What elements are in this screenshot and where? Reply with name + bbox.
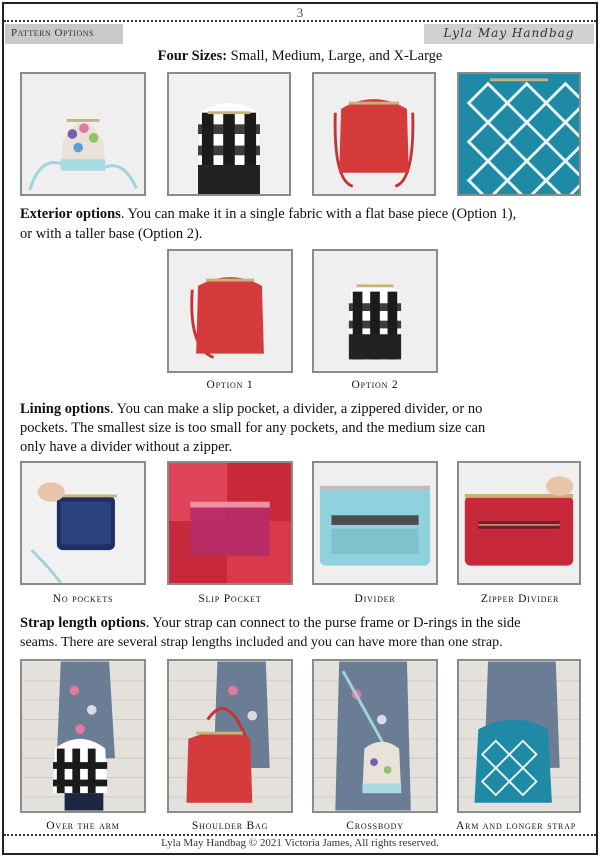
strap-heading: Strap length options — [20, 615, 146, 631]
sizes-line — [0, 47, 600, 66]
caption-divider: Divider — [354, 593, 396, 605]
photo-xlarge-bag — [457, 72, 581, 196]
sizes-text: Small, Medium, Large, and X-Large — [230, 48, 443, 64]
photo-option-2 — [312, 249, 438, 373]
caption-crossbody: Crossbody — [346, 820, 404, 832]
photo-medium-bag — [167, 72, 291, 196]
page-number: 3 — [296, 5, 304, 20]
lining-heading: Lining options — [20, 401, 110, 417]
sizes-heading: Four Sizes: — [157, 48, 228, 64]
lining-line-2: pockets. The smallest size is too small for any pockets, and the medium size can — [20, 420, 486, 436]
exterior-line-2: or with a taller base (Option 2). — [20, 226, 203, 242]
strap-text-1: . Your strap can connect to the purse frame or D-rings in the side — [145, 615, 521, 631]
strap-line-1 — [20, 614, 585, 633]
bottom-dotted-rule — [4, 834, 596, 836]
lining-text-1: . You can make a slip pocket, a divider, a zippered divider, or no — [109, 401, 483, 417]
footer-copyright: Lyla May Handbag © 2021 Victoria James, All rights reserved. — [161, 837, 439, 849]
photo-large-bag — [312, 72, 436, 196]
photo-shoulder-bag — [167, 659, 293, 813]
exterior-heading: Exterior options — [20, 206, 121, 222]
caption-option-2: Option 2 — [351, 379, 399, 391]
brand-tab: Lyla May Handbag — [424, 24, 594, 44]
exterior-text-1: . You can make it in a single fabric with a flat base piece (Option 1), — [120, 206, 517, 222]
photo-divider — [312, 461, 438, 585]
photo-small-bag — [20, 72, 146, 196]
lining-line-3: only have a divider without a zipper. — [20, 439, 233, 455]
exterior-line-1 — [20, 205, 585, 224]
caption-zipper-divider: Zipper Divider — [480, 593, 560, 605]
photo-zipper-divider — [457, 461, 581, 585]
photo-arm-and-longer-strap — [457, 659, 581, 813]
photo-slip-pocket — [167, 461, 293, 585]
strap-line-2: seams. There are several strap lengths included and you can have more than one strap. — [20, 635, 503, 650]
lining-line-1 — [20, 400, 585, 419]
caption-no-pockets: No pockets — [52, 593, 114, 605]
caption-slip-pocket: Slip Pocket — [198, 593, 262, 605]
photo-option-1 — [167, 249, 293, 373]
caption-shoulder-bag: Shoulder Bag — [191, 820, 269, 832]
caption-option-1: Option 1 — [206, 379, 254, 391]
section-tab: Pattern Options — [5, 24, 123, 44]
photo-no-pockets — [20, 461, 146, 585]
photo-over-the-arm — [20, 659, 146, 813]
caption-arm-and-longer-strap: Arm and longer strap — [455, 820, 577, 832]
caption-over-the-arm: Over the arm — [46, 820, 120, 832]
photo-crossbody — [312, 659, 438, 813]
